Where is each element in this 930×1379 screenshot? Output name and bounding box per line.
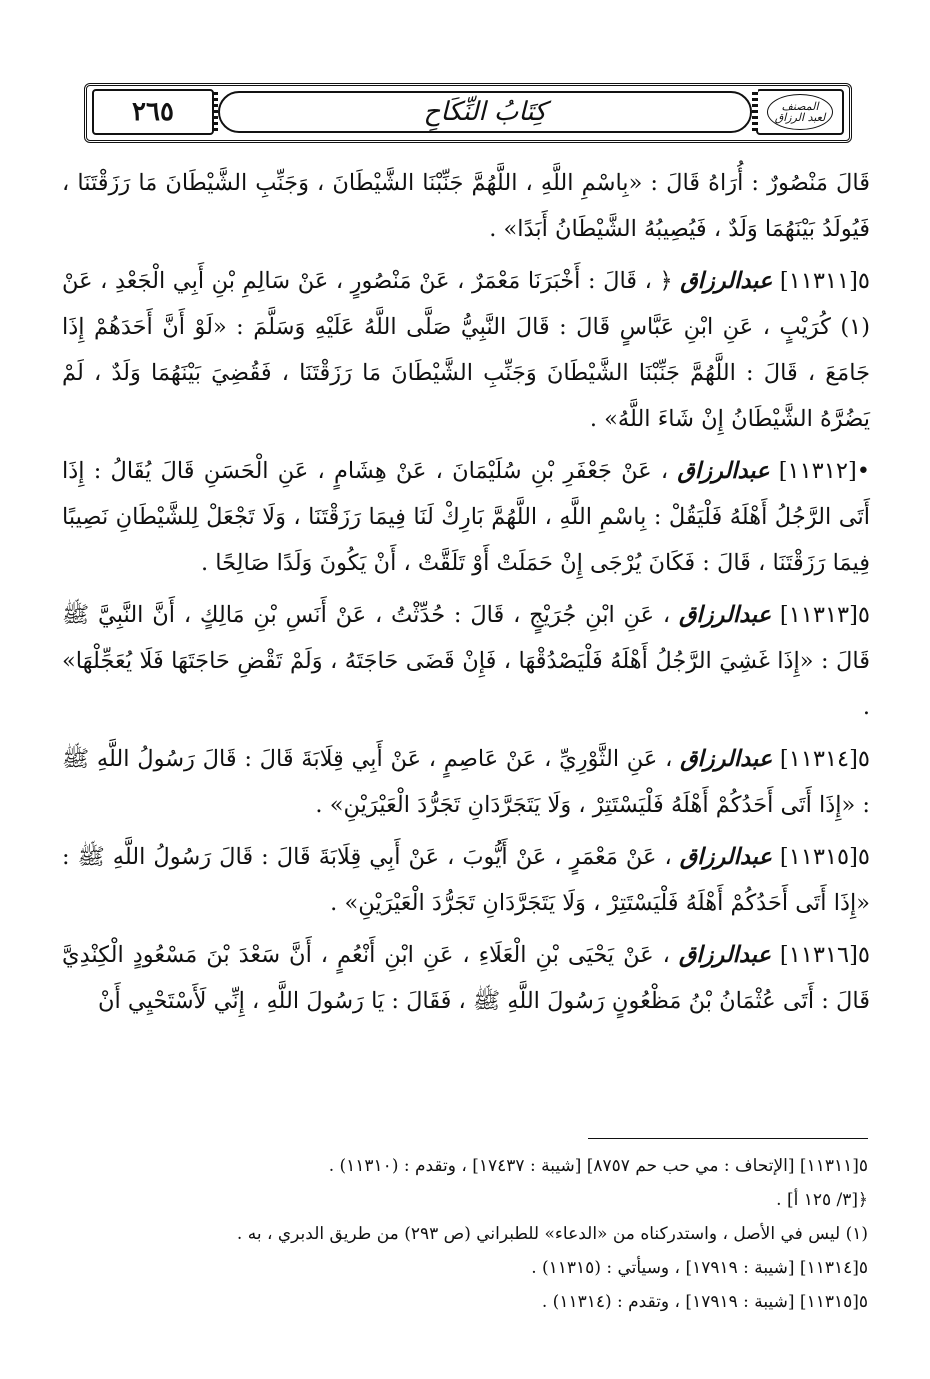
footnote: ٥[١١٣١٤] [شيبة : ١٧٩١٩] ، وسيأتي : (١١٣١٥) . xyxy=(531,1258,868,1278)
logo-line-2: لعبد الرزاق xyxy=(774,111,826,124)
page-number-box xyxy=(92,89,214,135)
hadith-number: ٥[١١٣١١] xyxy=(779,268,871,294)
narrator-name: عبدالرزاق xyxy=(679,844,772,870)
header-logo-box xyxy=(756,89,844,135)
hadith-text: ، عَنْ مَعْمَرٍ ، عَنْ أَيُّوبَ ، عَنْ أَبِي قِلَابَةَ قَالَ : قَالَ رَسُولُ اللَّهِ ﷺ : «إِذَا أَتَى أَحَدُكُمْ أَهْلَهُ فَلْيَسْتَتِرْ ، وَلَا يَتَجَرَّدَانِ تَجَرُّدَ الْعَيْرَيْنِ» . xyxy=(62,844,870,916)
hadith-entry xyxy=(62,834,870,926)
hadith-entry xyxy=(62,932,870,1024)
hadith-entry xyxy=(62,258,870,442)
hadith-number: •[١١٣١٢] xyxy=(778,458,870,484)
hadith-entry xyxy=(62,736,870,828)
footnotes xyxy=(60,1132,868,1319)
hadith-text: ﴿ ، قَالَ : أَخْبَرَنَا مَعْمَرٌ ، عَنْ مَنْصُورٍ ، عَنْ سَالِمِ بْنِ أَبِي الْجَعْدِ ، عَنْ (١) كُرَيْبٍ ، عَنِ ابْنِ عَبَّاسٍ قَالَ : قَالَ النَّبِيُّ صَلَّى اللَّهُ عَلَيْهِ وَسَلَّمَ : «لَوْ أَنَّ أَحَدَهُمْ إِذَا جَامَعَ ، قَالَ : اللَّهُمَّ جَنِّبْنَا الشَّيْطَانَ وَجَنِّبِ الشَّيْطَانَ مَا رَزَقْتَنَا ، فَقُضِيَ بَيْنَهُمَا وَلَدٌ ، لَمْ يَضُرَّهُ الشَّيْطَانُ إِنْ شَاءَ اللَّهُ» . xyxy=(62,268,870,432)
hadith-number: ٥[١١٣١٦] xyxy=(779,942,870,968)
footnote-separator xyxy=(588,1138,868,1139)
footnote: ٥[١١٣١١] [الإتحاف : مي حب حم ٨٧٥٧] [شيبة : ١٧٤٣٧] ، وتقدم : (١١٣١٠) . xyxy=(328,1156,868,1176)
hadith-number: ٥[١١٣١٥] xyxy=(779,844,871,870)
hadith-entry xyxy=(62,592,870,730)
hadith-number: ٥[١١٣١٣] xyxy=(779,602,870,628)
narrator-name: عبدالرزاق xyxy=(677,458,770,484)
hadith-text: ، عَنْ يَحْيَى بْنِ الْعَلَاءِ ، عَنِ ابْنِ أَنْعُمٍ ، أَنَّ سَعْدَ بْنَ مَسْعُودٍ الْكِنْدِيَّ قَالَ : أَتَى عُثْمَانُ بْنُ مَظْعُونٍ رَسُولَ اللَّهِ ﷺ ، فَقَالَ : يَا رَسُولَ اللَّهِ ، إِنِّي لَأَسْتَحْيِي أَنْ xyxy=(62,942,870,1014)
hadith-text: ، عَنِ ابْنِ جُرَيْجٍ ، قَالَ : حُدِّثْتُ ، عَنْ أَنَسِ بْنِ مَالِكٍ ، أَنَّ النَّبِيَّ ﷺ قَالَ : «إِذَا غَشِيَ الرَّجُلُ أَهْلَهُ فَلْيَصْدُقْهَا ، فَإِنْ قَضَى حَاجَتَهُ ، وَلَمْ تَقْضِ حَاجَتَهَا فَلَا يُعَجِّلْهَا» . xyxy=(62,602,870,720)
footnote: ﴿[٣/ ١٢٥ أ] . xyxy=(776,1190,868,1210)
narrator-name: عبدالرزاق xyxy=(678,942,771,968)
paragraph xyxy=(62,160,870,252)
logo-line-1: المصنف xyxy=(781,100,819,113)
narrator-name: عبدالرزاق xyxy=(680,746,773,772)
hadith-text: ، عَنْ جَعْفَرِ بْنِ سُلَيْمَانَ ، عَنْ هِشَامٍ ، عَنِ الْحَسَنِ قَالَ يُقَالُ : إِذَا أَتَى الرَّجُلُ أَهْلَهُ فَلْيَقُلْ : بِاسْمِ اللَّهِ ، اللَّهُمَّ بَارِكْ لَنَا فِيمَا رَزَقْتَنَا ، وَلَا تَجْعَلْ لِلشَّيْطَانِ نَصِيبًا فِيمَا رَزَقْتَنَا ، قَالَ : فَكَانَ يُرْجَى إِنْ حَمَلَتْ أَوْ تَلَقَّتْ ، أَنْ يَكُونَ وَلَدًا صَالِحًا . xyxy=(62,458,870,576)
book-logo xyxy=(767,94,833,130)
header-ornament-right xyxy=(752,89,758,131)
page-number: ٢٦٥ xyxy=(132,97,174,127)
hadith-entry xyxy=(62,448,870,586)
paragraph-text: قَالَ مَنْصُورٌ : أُرَاهُ قَالَ : «بِاسْمِ اللَّهِ ، اللَّهُمَّ جَنِّبْنَا الشَّيْطَانَ ، وَجَنِّبِ الشَّيْطَانَ مَا رَزَقْتَنَا ، فَيُولَدُ بَيْنَهُمَا وَلَدٌ ، فَيُصِيبُهُ الشَّيْطَانُ أَبَدًا» . xyxy=(62,170,870,242)
main-text xyxy=(62,160,870,1030)
hadith-number: ٥[١١٣١٤] xyxy=(779,746,870,772)
header-title-box xyxy=(218,91,752,133)
chapter-title: كِتَابُ النِّكَاحِ xyxy=(423,97,547,127)
page-header xyxy=(84,83,852,143)
hadith-text: ، عَنِ الثَّوْرِيِّ ، عَنْ عَاصِمٍ ، عَنْ أَبِي قِلَابَةَ قَالَ : قَالَ رَسُولُ اللَّهِ ﷺ : «إِذَا أَتَى أَحَدُكُمْ أَهْلَهُ فَلْيَسْتَتِرْ ، وَلَا يَتَجَرَّدَانِ تَجَرُّدَ الْعَيْرَيْنِ» . xyxy=(62,746,870,818)
footnote: ٥[١١٣١٥] [شيبة : ١٧٩١٩] ، وتقدم : (١١٣١٤) . xyxy=(541,1292,868,1312)
narrator-name: عبدالرزاق xyxy=(678,602,772,628)
footnote: (١) ليس في الأصل ، واستدركناه من «الدعاء» للطبراني (ص ٢٩٣) من طريق الدبري ، به . xyxy=(236,1224,868,1244)
narrator-name: عبدالرزاق xyxy=(680,268,773,294)
